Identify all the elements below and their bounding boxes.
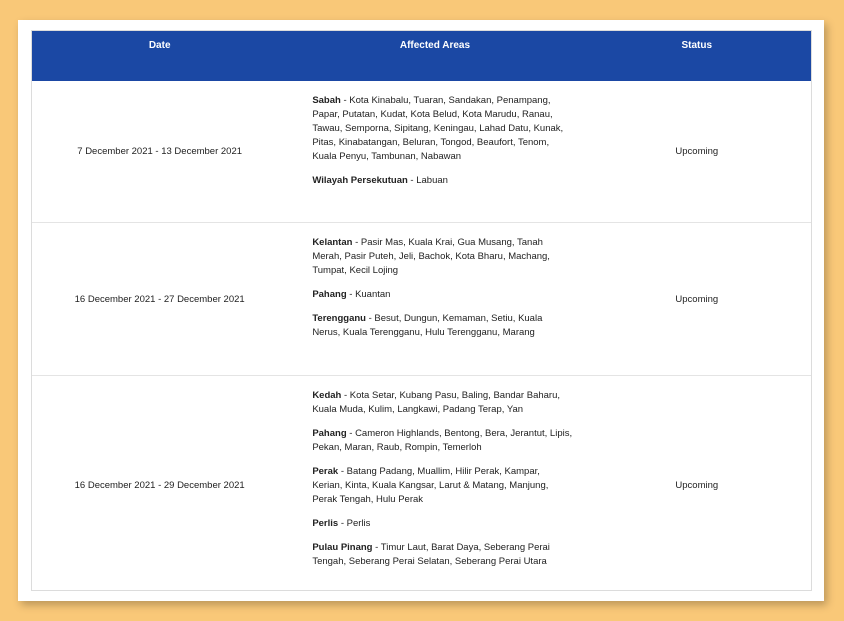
place-list: - Labuan bbox=[407, 175, 448, 186]
area-entry bbox=[312, 389, 572, 417]
schedule-table bbox=[31, 30, 812, 591]
header-status: Status bbox=[681, 40, 713, 51]
content-card bbox=[18, 20, 824, 601]
state-name: Terengganu bbox=[312, 313, 366, 324]
row-date: 16 December 2021 - 27 December 2021 bbox=[74, 293, 245, 305]
state-name: Perlis bbox=[312, 518, 339, 529]
table-header bbox=[32, 31, 811, 81]
area-entry bbox=[312, 288, 572, 302]
state-name: Kelantan bbox=[312, 237, 353, 248]
area-entry bbox=[312, 94, 572, 164]
row-affected-areas bbox=[287, 81, 582, 222]
place-list: - Batang Padang, Muallim, Hilir Perak, Kampar, Kerian, Kinta, Kuala Kangsar, Larut & Matang, Manjung, Perak Tengah, Hulu Perak bbox=[312, 466, 549, 505]
state-name: Pahang bbox=[312, 428, 347, 439]
place-list: - Cameron Highlands, Bentong, Bera, Jerantut, Lipis, Pekan, Maran, Raub, Rompin, Temerloh bbox=[312, 428, 573, 453]
row-status: Upcoming bbox=[675, 146, 719, 157]
state-name: Pulau Pinang bbox=[312, 542, 373, 553]
row-status: Upcoming bbox=[675, 293, 719, 305]
header-affected-areas: Affected Areas bbox=[399, 40, 471, 51]
table-row bbox=[32, 376, 811, 591]
header-date: Date bbox=[148, 40, 171, 51]
place-list: - Kuantan bbox=[346, 289, 391, 300]
state-name: Kedah bbox=[312, 390, 342, 401]
state-name: Sabah bbox=[312, 95, 341, 106]
place-list: - Kota Kinabalu, Tuaran, Sandakan, Penampang, Papar, Putatan, Kudat, Kota Belud, Kota Marudu, Ranau, Tawau, Semporna, Sipitang, Keningau, Lahad Datu, Kunak, Pitas, Kinabatangan, Beluran, Tongod, Beaufort, Tenom, Kuala Penyu, Tambunan, Nabawan bbox=[312, 95, 564, 162]
area-entry bbox=[312, 517, 572, 531]
place-list: - Besut, Dungun, Kemaman, Setiu, Kuala Nerus, Kuala Terengganu, Hulu Terengganu, Marang bbox=[312, 313, 543, 338]
row-status: Upcoming bbox=[675, 479, 719, 491]
state-name: Wilayah Persekutuan bbox=[312, 175, 408, 186]
area-entry bbox=[312, 541, 572, 569]
row-date: 7 December 2021 - 13 December 2021 bbox=[77, 146, 243, 157]
row-affected-areas bbox=[287, 376, 582, 591]
area-entry bbox=[312, 465, 572, 507]
place-list: - Perlis bbox=[338, 518, 371, 529]
state-name: Perak bbox=[312, 466, 339, 477]
row-affected-areas bbox=[287, 223, 582, 375]
table-row bbox=[32, 81, 811, 223]
place-list: - Pasir Mas, Kuala Krai, Gua Musang, Tanah Merah, Pasir Puteh, Jeli, Bachok, Kota Bharu, Machang, Tumpat, Kecil Lojing bbox=[312, 237, 550, 276]
table-row bbox=[32, 223, 811, 376]
place-list: - Timur Laut, Barat Daya, Seberang Perai Tengah, Seberang Perai Selatan, Seberang Perai Utara bbox=[312, 542, 550, 567]
area-entry bbox=[312, 427, 572, 455]
area-entry bbox=[312, 174, 572, 188]
place-list: - Kota Setar, Kubang Pasu, Baling, Bandar Baharu, Kuala Muda, Kulim, Langkawi, Padang Terap, Yan bbox=[312, 390, 561, 415]
state-name: Pahang bbox=[312, 289, 347, 300]
area-entry bbox=[312, 312, 572, 340]
row-date: 16 December 2021 - 29 December 2021 bbox=[74, 479, 245, 491]
area-entry bbox=[312, 236, 572, 278]
